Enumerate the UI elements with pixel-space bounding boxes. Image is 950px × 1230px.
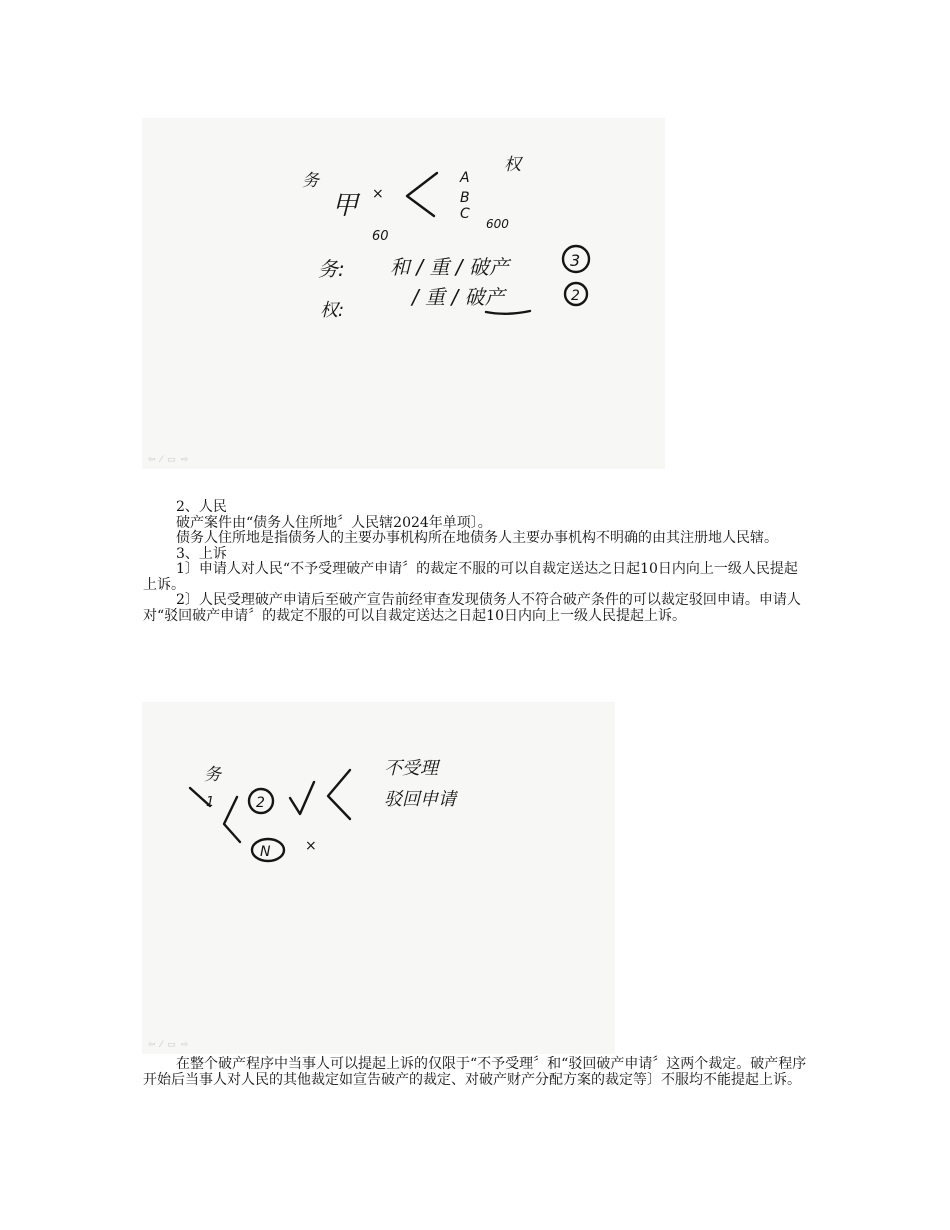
row2-items: / 重 / 破产 (412, 285, 505, 309)
branch-bracket-right (328, 770, 350, 819)
whiteboard-sketch-1 (142, 118, 665, 469)
menu-icon[interactable]: ▭ (167, 455, 176, 465)
handwriting-canvas-1 (142, 118, 665, 469)
note-wu-top: 务 (302, 171, 319, 191)
prev-arrow-icon[interactable]: ⇦ (148, 455, 156, 465)
menu-icon[interactable]: ▭ (167, 1040, 176, 1050)
pen-icon[interactable]: ⁄ (160, 455, 163, 465)
note-x-mark: × (372, 186, 384, 202)
paragraph-3: 债务人住所地是指债务人的主要办事机构所在地债务人主要办事机构不明确的由其注册地人民辖。 (176, 530, 778, 546)
next-arrow-icon[interactable]: ⇨ (180, 1040, 189, 1050)
row2-underline (486, 311, 530, 314)
pen-icon[interactable]: ⁄ (160, 1040, 163, 1050)
note-jia: 甲 (332, 191, 359, 221)
paragraph-7: 在整个破产程序中当事人可以提起上诉的仅限于“不予受理〞和“驳回破产申请〞这两个裁定。破产程序开始后当事人对人民的其他裁定如宣告破产的裁定、对破产财产分配方案的裁定等〕不服均不能提起上诉。 (143, 1056, 807, 1088)
next-arrow-icon[interactable]: ⇨ (180, 455, 189, 465)
note-two: 2 (256, 795, 265, 811)
paragraph-6: 2〕人民受理破产申请后至破产宣告前经审查发现债务人不符合破产条件的可以裁定驳回申请。申请人对“驳回破产申请〞的裁定不服的可以自裁定送达之日起10日内向上一级人民提起上诉。 (143, 592, 801, 624)
note-quan-top: 权 (504, 155, 521, 175)
paragraph-5: 1〕申请人对人民“不予受理破产申请〞的裁定不服的可以自裁定送达之日起10日内向上一级人民提起上诉。 (143, 561, 798, 593)
note-not-accept: 不受理 (384, 758, 438, 779)
row2-circle-number: 2 (571, 288, 580, 304)
note-wu: 务 (204, 765, 221, 785)
note-sixty: 60 (372, 229, 389, 244)
note-c: C (460, 206, 470, 222)
row1-label: 务: (318, 257, 345, 281)
note-b: B (460, 190, 470, 206)
note-reject-application: 驳回申请 (384, 789, 456, 810)
text-section-1 (143, 500, 808, 624)
slide-toolbar-1 (148, 455, 188, 465)
handwriting-canvas-2 (142, 702, 615, 1054)
row1-items: 和 / 重 / 破产 (390, 255, 509, 279)
prev-arrow-icon[interactable]: ⇦ (148, 1040, 156, 1050)
paragraph-2: 破产案件由“债务人住所地〞人民辖2024年单项〕。 (176, 514, 492, 531)
branch-bracket-1 (407, 173, 437, 216)
note-x-mark-2: × (305, 838, 317, 854)
paragraph-1: 2、人民 (176, 499, 227, 515)
note-a: A (460, 170, 470, 186)
row2-label: 权: (320, 300, 345, 321)
slide-toolbar-2 (148, 1040, 188, 1050)
paragraph-4: 3、上诉 (176, 545, 227, 562)
note-one: 1 (206, 795, 215, 810)
check-mark (290, 782, 314, 814)
whiteboard-sketch-2 (142, 702, 615, 1054)
note-600: 600 (486, 217, 509, 231)
note-n: N (260, 844, 271, 860)
text-section-2 (143, 1057, 808, 1088)
row1-circle-number: 3 (570, 251, 581, 270)
branch-bracket-left (224, 797, 240, 842)
